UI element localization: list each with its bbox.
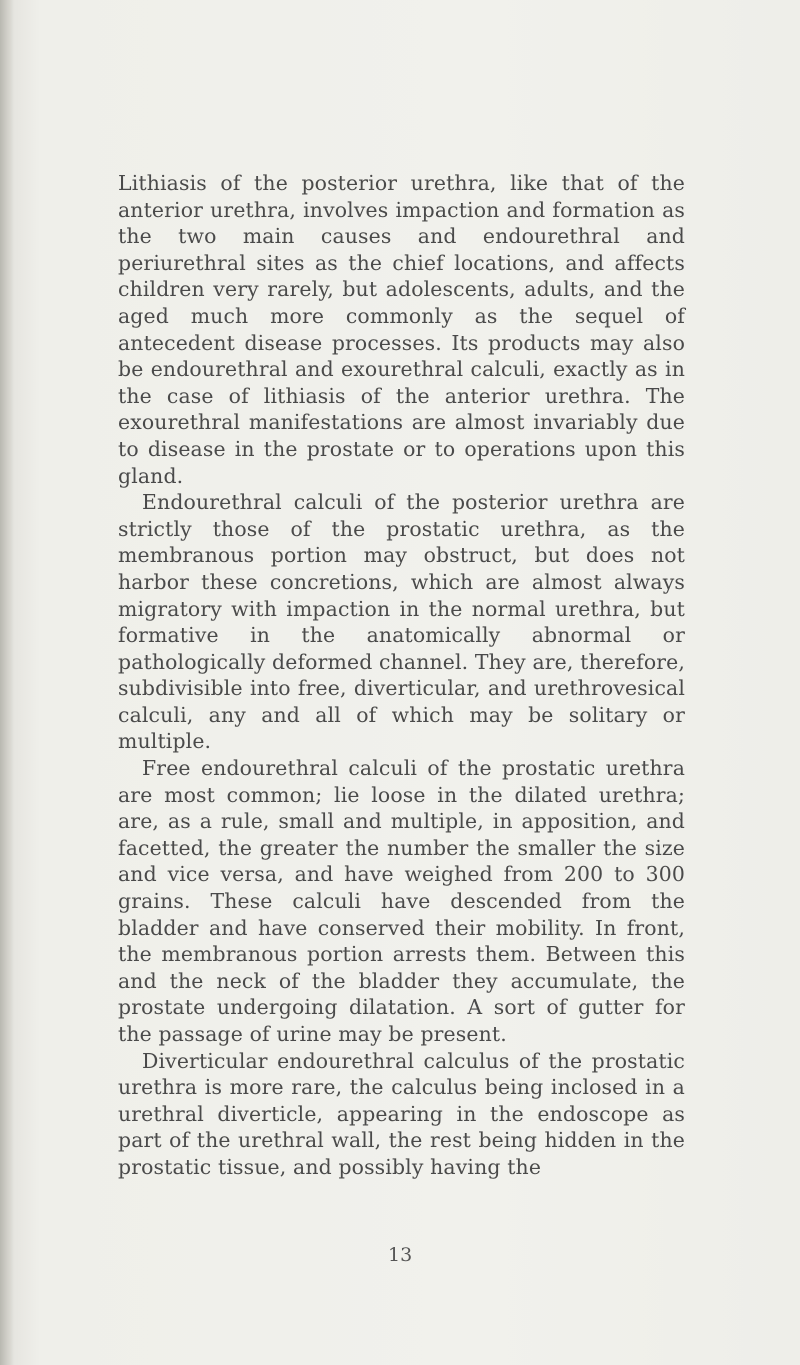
binding-edge [0, 0, 14, 1365]
paragraph-1: Lithiasis of the posterior urethra, like that of the anterior urethra, involves impaction and formation as the two main causes and endourethral and periurethral sites as the chief locations, and affects children very rarely, but adolescents, adults, and the aged much more commonly as the sequel of antecedent disease processes. Its products may also be endourethral and exourethral calculi, exactly as in the case of lithiasis of the anterior urethra. The exourethral manifestations are almost invariably due to disease in the prostate or to operations upon this gland. [118, 171, 685, 488]
paragraph-2: Endourethral calculi of the posterior urethra are strictly those of the prostatic urethra, as the membranous portion may obstruct, but does not harbor these concretions, which are almost always migratory with impaction in the normal urethra, but formative in the anatomically abnormal or pathologically deformed channel. They are, therefore, subdivisible into free, diverticular, and urethrovesical calculi, any and all of which may be solitary or multiple. [118, 490, 685, 754]
paragraph-3: Free endourethral calculi of the prostatic urethra are most common; lie loose in the dilated urethra; are, as a rule, small and multiple, in apposition, and facetted, the greater the number the smaller the size and vice versa, and have weighed from 200 to 300 grains. These calculi have descended from the bladder and have conserved their mobility. In front, the membranous portion arrests them. Between this and the neck of the bladder they accumulate, the prostate undergoing dilatation. A sort of gutter for the passage of urine may be present. [118, 756, 685, 1046]
page-number: 13 [388, 1244, 413, 1266]
body-text [118, 170, 685, 1181]
paragraph-4: Diverticular endourethral calculus of the prostatic urethra is more rare, the calculus being inclosed in a urethral diverticle, appearing in the endoscope as part of the urethral wall, the rest being hidden in the prostatic tissue, and possibly having the [118, 1048, 685, 1179]
